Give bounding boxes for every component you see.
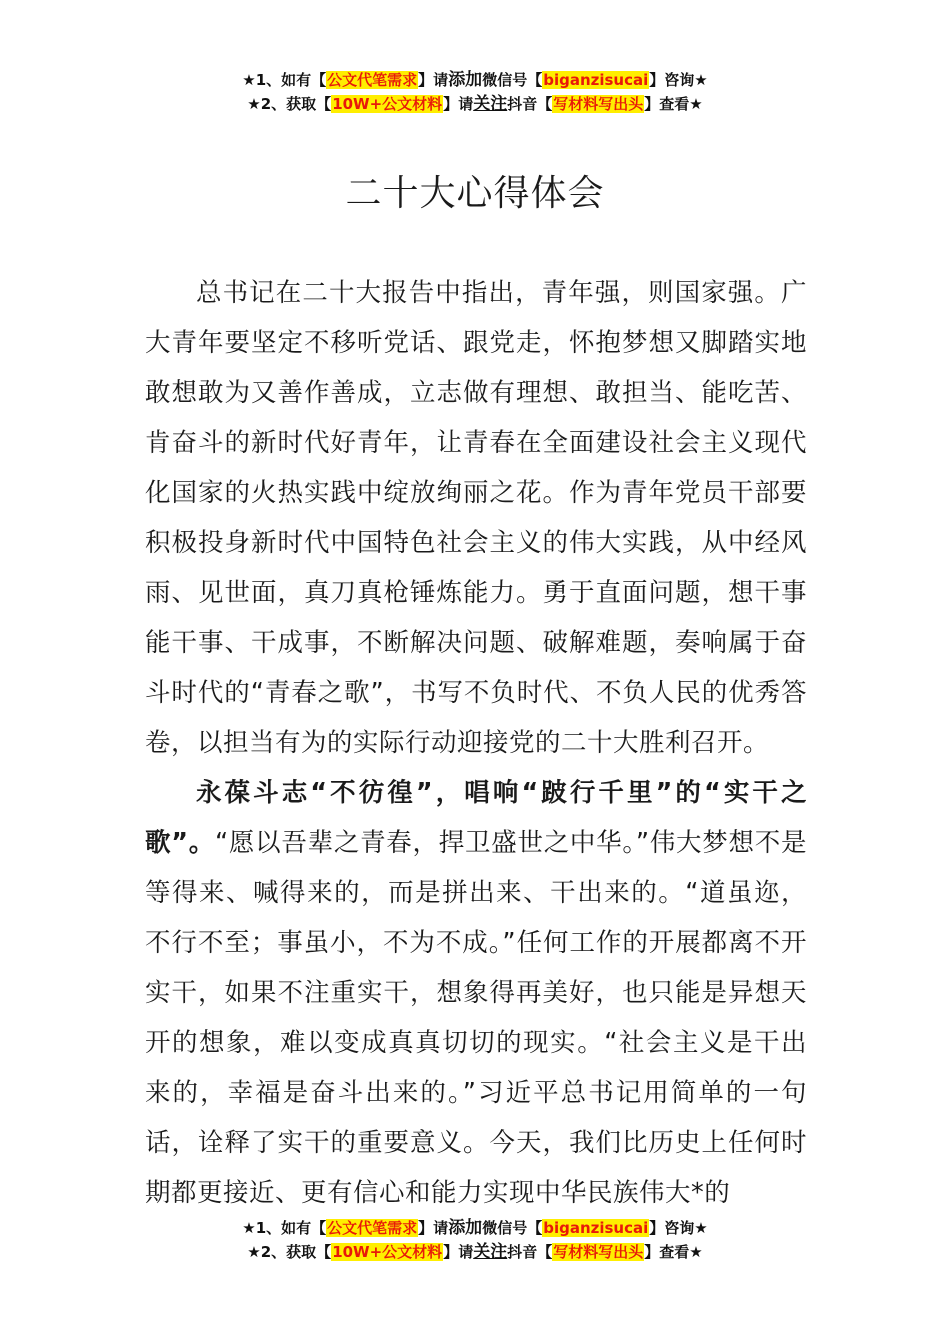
banner-highlight-wechat: biganzisucai — [543, 71, 649, 89]
banner-line-2 — [0, 92, 950, 116]
footer-banner — [0, 1216, 950, 1264]
banner-text: 】请 — [443, 1243, 474, 1261]
paragraph-2-heading: 永葆斗志“不彷徨”，唱响“跛行千里”的“实干之歌”。 — [145, 778, 807, 858]
banner-text: ★1、如有【 — [242, 1219, 327, 1237]
banner-text: 】查看★ — [644, 1243, 703, 1261]
banner-emphasis: 关注 — [473, 94, 508, 114]
banner-text: 】请 — [418, 71, 449, 89]
banner-text: ★1、如有【 — [242, 71, 327, 89]
banner-line-2 — [0, 1240, 950, 1264]
banner-text: 】请 — [443, 95, 474, 113]
banner-emphasis: 关注 — [473, 1242, 508, 1262]
banner-line-1 — [0, 68, 950, 92]
paragraph-2 — [145, 768, 807, 1218]
paragraph-2-body: “愿以吾辈之青春，捍卫盛世之中华。”伟大梦想不是等得来、喊得来的，而是拼出来、干出来的。“道虽迩，不行不至；事虽小，不为不成。”任何工作的开展都离不开实干，如果不注重实干，想象得再美好，也只能是异想天开的想象，难以变成真真切切的现实。“社会主义是干出来的，幸福是奋斗出来的。”习近平总书记用简单的一句话，诠释了实干的重要意义。今天，我们比历史上任何时期都更接近、更有信心和能力实现中华民族伟大*的 — [145, 828, 807, 1208]
document-title: 二十大心得体会 — [345, 173, 605, 214]
banner-text: 】咨询★ — [649, 1219, 708, 1237]
banner-highlight-douyin: 写材料写出头 — [553, 1243, 644, 1261]
banner-text: 抖音【 — [507, 95, 553, 113]
document-body — [145, 268, 807, 1218]
banner-text: ★2、获取【 — [247, 1243, 332, 1261]
paragraph-1: 总书记在二十大报告中指出，青年强，则国家强。广大青年要坚定不移听党话、跟党走，怀抱梦想又脚踏实地敢想敢为又善作善成，立志做有理想、敢担当、能吃苦、肯奋斗的新时代好青年，让青春在全面建设社会主义现代化国家的火热实践中绽放绚丽之花。作为青年党员干部要积极投身新时代中国特色社会主义的伟大实践，从中经风雨、见世面，真刀真枪锤炼能力。勇于直面问题，想干事能干事、干成事，不断解决问题、破解难题，奏响属于奋斗时代的“青春之歌”，书写不负时代、不负人民的优秀答卷，以担当有为的实际行动迎接党的二十大胜利召开。 — [145, 278, 807, 758]
banner-emphasis: 添加 — [448, 1218, 483, 1238]
banner-highlight-wechat: biganzisucai — [543, 1219, 649, 1237]
banner-text: 微信号【 — [482, 71, 543, 89]
banner-highlight-service: 公文代笔需求 — [327, 1219, 418, 1237]
header-banner — [0, 68, 950, 116]
banner-text: 】咨询★ — [649, 71, 708, 89]
banner-text: 抖音【 — [507, 1243, 553, 1261]
banner-text: 】请 — [418, 1219, 449, 1237]
banner-highlight-douyin: 写材料写出头 — [553, 95, 644, 113]
banner-highlight-service: 公文代笔需求 — [327, 71, 418, 89]
banner-emphasis: 添加 — [448, 70, 483, 90]
banner-highlight-materials: 10W+公文材料 — [332, 95, 443, 113]
banner-line-1 — [0, 1216, 950, 1240]
banner-text: ★2、获取【 — [247, 95, 332, 113]
banner-text: 微信号【 — [482, 1219, 543, 1237]
banner-highlight-materials: 10W+公文材料 — [332, 1243, 443, 1261]
banner-text: 】查看★ — [644, 95, 703, 113]
